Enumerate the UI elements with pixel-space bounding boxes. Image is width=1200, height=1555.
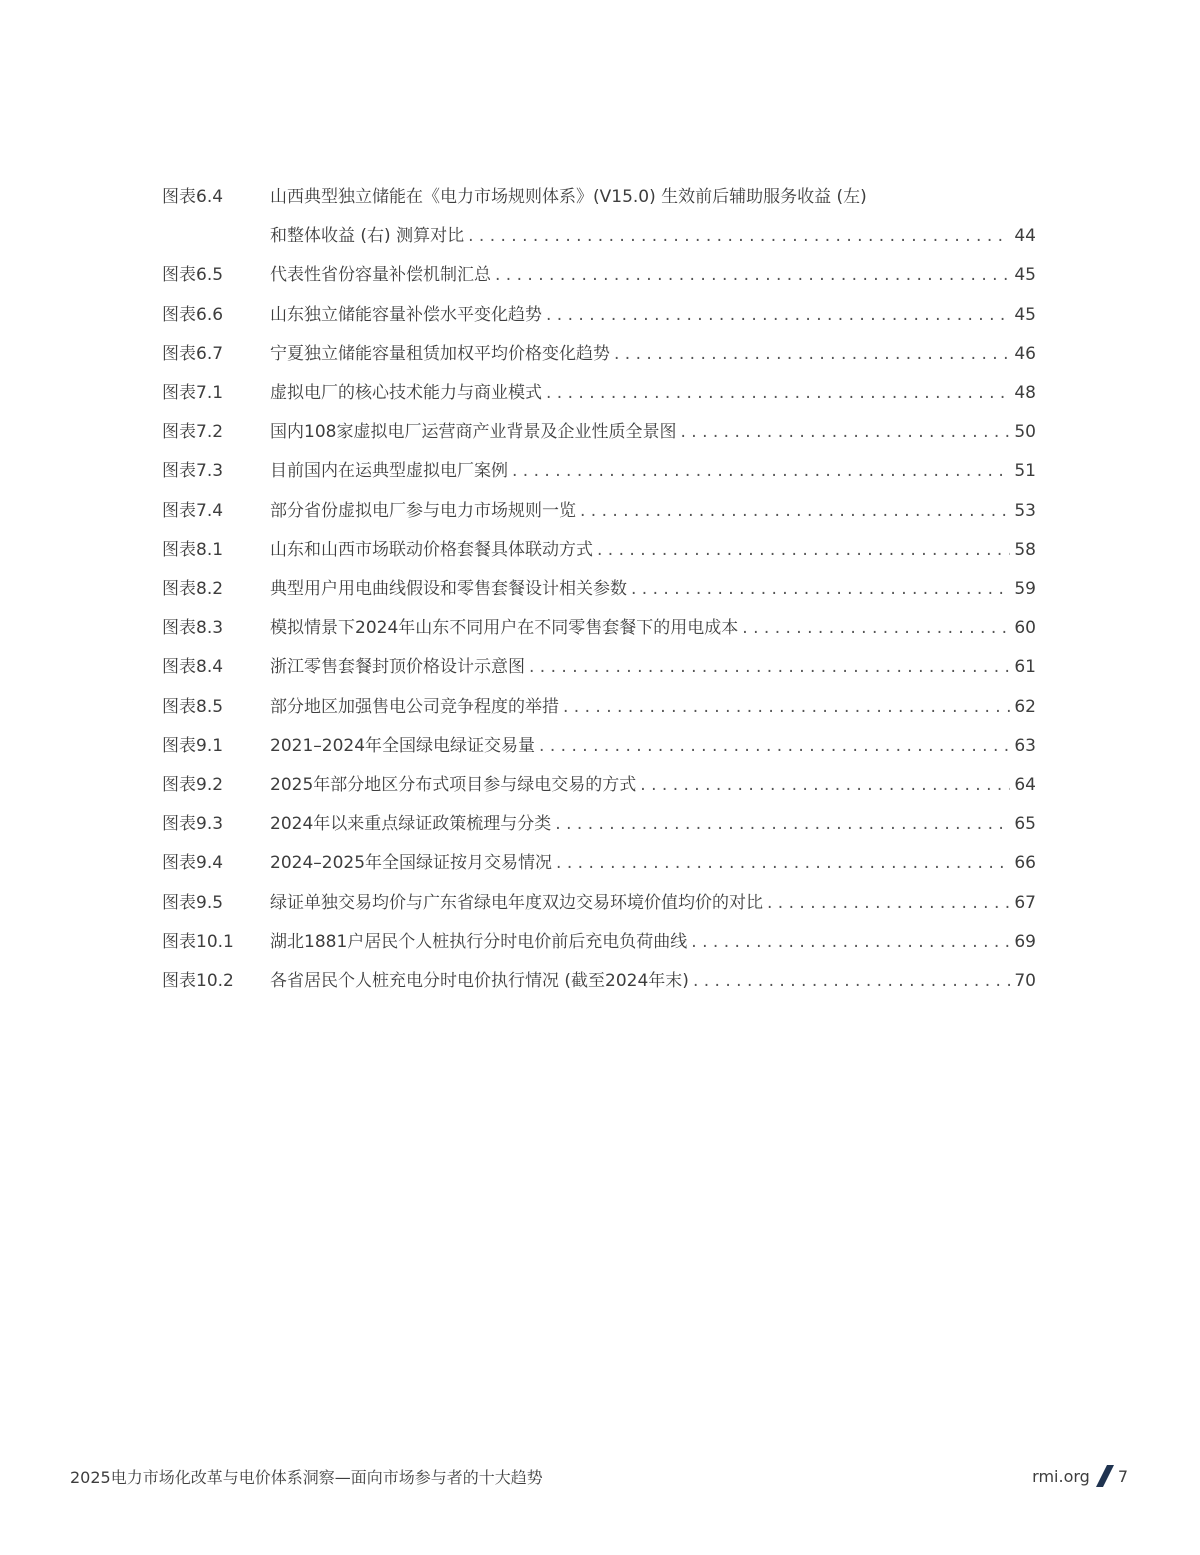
- dot-leader: [508, 452, 1010, 491]
- figure-title: 和整体收益 (右) 测算对比: [270, 226, 465, 247]
- toc-entry[interactable]: [162, 844, 1036, 883]
- dot-leader: [627, 570, 1010, 609]
- dot-leader: [542, 296, 1010, 335]
- toc-entry[interactable]: [162, 727, 1036, 766]
- toc-entry[interactable]: [162, 962, 1036, 1001]
- list-of-figures: [162, 178, 1036, 1001]
- figure-title: 2024–2025年全国绿证按月交易情况: [270, 853, 553, 874]
- figure-label: 图表9.3: [162, 814, 224, 835]
- figure-title: 宁夏独立储能容量租赁加权平均价格变化趋势: [270, 343, 610, 364]
- figure-label: 图表6.5: [162, 265, 224, 286]
- page-number[interactable]: 62: [1014, 696, 1036, 717]
- figure-title: 部分地区加强售电公司竞争程度的举措: [270, 696, 559, 717]
- entry-body: [270, 256, 1036, 295]
- figure-title-row: [270, 452, 1036, 491]
- figure-label: 图表8.4: [162, 657, 224, 678]
- figure-label: 图表7.4: [162, 500, 224, 521]
- page-number[interactable]: 69: [1014, 931, 1036, 952]
- toc-entry[interactable]: [162, 256, 1036, 295]
- toc-entry[interactable]: [162, 531, 1036, 570]
- figure-label: 图表9.5: [162, 892, 224, 913]
- figure-label: 图表9.1: [162, 735, 224, 756]
- figure-title: 国内108家虚拟电厂运营商产业背景及企业性质全景图: [270, 422, 677, 443]
- page-number[interactable]: 63: [1014, 735, 1036, 756]
- figure-title: 虚拟电厂的核心技术能力与商业模式: [270, 383, 542, 404]
- dot-leader: [610, 335, 1010, 374]
- toc-entry[interactable]: [162, 805, 1036, 844]
- figure-title: 典型用户用电曲线假设和零售套餐设计相关参数: [270, 579, 627, 600]
- figure-title-row: [270, 492, 1036, 531]
- dot-leader: [559, 688, 1010, 727]
- toc-entry[interactable]: [162, 296, 1036, 335]
- toc-entry[interactable]: [162, 923, 1036, 962]
- page-number[interactable]: 60: [1014, 618, 1036, 639]
- figure-title-row: [270, 923, 1036, 962]
- dot-leader: [552, 844, 1010, 883]
- toc-entry[interactable]: [162, 884, 1036, 923]
- figure-title-row: [270, 609, 1036, 648]
- slash-icon: [1096, 1465, 1114, 1487]
- dot-leader: [535, 727, 1010, 766]
- toc-entry[interactable]: [162, 374, 1036, 413]
- entry-body: [270, 531, 1036, 570]
- report-title: 2025电力市场化改革与电价体系洞察—面向市场参与者的十大趋势: [70, 1468, 543, 1487]
- entry-body: [270, 884, 1036, 923]
- toc-entry[interactable]: [162, 492, 1036, 531]
- figure-label: 图表7.2: [162, 422, 224, 443]
- page-number[interactable]: 53: [1014, 500, 1036, 521]
- figure-title: 山东独立储能容量补偿水平变化趋势: [270, 304, 542, 325]
- entry-body: [270, 766, 1036, 805]
- figure-title: 2025年部分地区分布式项目参与绿电交易的方式: [270, 775, 637, 796]
- footer-right: [1032, 1465, 1128, 1487]
- figure-title-row: [270, 688, 1036, 727]
- figure-title: 模拟情景下2024年山东不同用户在不同零售套餐下的用电成本: [270, 618, 739, 639]
- toc-entry[interactable]: [162, 648, 1036, 687]
- page-number[interactable]: 67: [1014, 892, 1036, 913]
- dot-leader: [636, 766, 1010, 805]
- entry-body: [270, 335, 1036, 374]
- figure-title: 代表性省份容量补偿机制汇总: [270, 265, 491, 286]
- page-number[interactable]: 58: [1014, 539, 1036, 560]
- figure-title: 部分省份虚拟电厂参与电力市场规则一览: [270, 500, 576, 521]
- figure-title-row: [270, 727, 1036, 766]
- page-number[interactable]: 45: [1014, 304, 1036, 325]
- entry-body: [270, 178, 1036, 256]
- figure-title-row: [270, 413, 1036, 452]
- page-number[interactable]: 44: [1014, 226, 1036, 247]
- toc-entry[interactable]: [162, 413, 1036, 452]
- figure-title-row: [270, 805, 1036, 844]
- toc-entry[interactable]: [162, 178, 1036, 256]
- figure-label: 图表10.1: [162, 931, 234, 952]
- figure-title: 湖北1881户居民个人桩执行分时电价前后充电负荷曲线: [270, 931, 688, 952]
- figure-title-row: [270, 335, 1036, 374]
- entry-body: [270, 452, 1036, 491]
- figure-label: 图表8.2: [162, 579, 224, 600]
- entry-body: [270, 844, 1036, 883]
- figure-title: 绿证单独交易均价与广东省绿电年度双边交易环境价值均价的对比: [270, 892, 763, 913]
- entry-body: [270, 413, 1036, 452]
- dot-leader: [576, 492, 1010, 531]
- figure-title-row: [270, 844, 1036, 883]
- figure-title: 浙江零售套餐封顶价格设计示意图: [270, 657, 525, 678]
- entry-body: [270, 923, 1036, 962]
- figure-title-line: 山西典型独立储能在《电力市场规则体系》(V15.0) 生效前后辅助服务收益 (左): [270, 187, 867, 207]
- figure-title: 目前国内在运典型虚拟电厂案例: [270, 461, 508, 482]
- figure-label: 图表10.2: [162, 971, 234, 992]
- entry-body: [270, 570, 1036, 609]
- figure-label: 图表6.6: [162, 304, 224, 325]
- page-number[interactable]: 70: [1014, 971, 1036, 992]
- entry-body: [270, 609, 1036, 648]
- dot-leader: [738, 609, 1010, 648]
- page-number[interactable]: 48: [1014, 383, 1036, 404]
- page-number[interactable]: 46: [1014, 343, 1036, 364]
- figure-title-row: [270, 962, 1036, 1001]
- page-number[interactable]: 45: [1014, 265, 1036, 286]
- page-number: 7: [1117, 1466, 1128, 1486]
- page-number[interactable]: 64: [1014, 775, 1036, 796]
- entry-body: [270, 688, 1036, 727]
- figure-label: 图表6.7: [162, 343, 224, 364]
- toc-entry[interactable]: [162, 570, 1036, 609]
- figure-title-row: [270, 296, 1036, 335]
- entry-body: [270, 727, 1036, 766]
- page-number[interactable]: 61: [1014, 657, 1036, 678]
- figure-title-row: [270, 531, 1036, 570]
- figure-label: 图表8.5: [162, 696, 224, 717]
- figure-label: 图表8.3: [162, 618, 224, 639]
- entry-body: [270, 805, 1036, 844]
- entry-body: [270, 374, 1036, 413]
- dot-leader: [763, 884, 1010, 923]
- toc-entry[interactable]: [162, 609, 1036, 648]
- figure-label: 图表9.4: [162, 853, 224, 874]
- figure-title: 各省居民个人桩充电分时电价执行情况 (截至2024年末): [270, 971, 689, 992]
- page-number[interactable]: 51: [1014, 461, 1036, 482]
- dot-leader: [676, 413, 1010, 452]
- dot-leader: [689, 962, 1010, 1001]
- figure-label: 图表6.4: [162, 187, 224, 207]
- figure-title-row: [270, 374, 1036, 413]
- dot-leader: [593, 531, 1010, 570]
- toc-entry[interactable]: [162, 688, 1036, 727]
- page-number[interactable]: 59: [1014, 579, 1036, 600]
- figure-title-row: [270, 884, 1036, 923]
- figure-title-row: [270, 217, 1036, 256]
- dot-leader: [464, 217, 1010, 256]
- figure-title: 2024年以来重点绿证政策梳理与分类: [270, 814, 552, 835]
- figure-title-row: [270, 766, 1036, 805]
- figure-title: 山东和山西市场联动价格套餐具体联动方式: [270, 539, 593, 560]
- figure-title-row: [270, 256, 1036, 295]
- toc-entry[interactable]: [162, 452, 1036, 491]
- dot-leader: [525, 648, 1010, 687]
- entry-body: [270, 296, 1036, 335]
- entry-body: [270, 492, 1036, 531]
- dot-leader: [687, 923, 1010, 962]
- figure-label: 图表7.3: [162, 461, 224, 482]
- page-number[interactable]: 50: [1014, 422, 1036, 443]
- toc-entry[interactable]: [162, 766, 1036, 805]
- figure-label: 图表7.1: [162, 383, 224, 404]
- figure-title-row: [270, 570, 1036, 609]
- page-number[interactable]: 66: [1014, 853, 1036, 874]
- entry-body: [270, 648, 1036, 687]
- toc-entry[interactable]: [162, 335, 1036, 374]
- site-link[interactable]: rmi.org: [1032, 1466, 1090, 1486]
- dot-leader: [542, 374, 1010, 413]
- figure-label: 图表9.2: [162, 775, 224, 796]
- figure-title: 2021–2024年全国绿电绿证交易量: [270, 735, 536, 756]
- figure-label: 图表8.1: [162, 539, 224, 560]
- entry-body: [270, 962, 1036, 1001]
- dot-leader: [491, 256, 1010, 295]
- dot-leader: [551, 805, 1010, 844]
- figure-title-row: [270, 648, 1036, 687]
- page-number[interactable]: 65: [1014, 814, 1036, 835]
